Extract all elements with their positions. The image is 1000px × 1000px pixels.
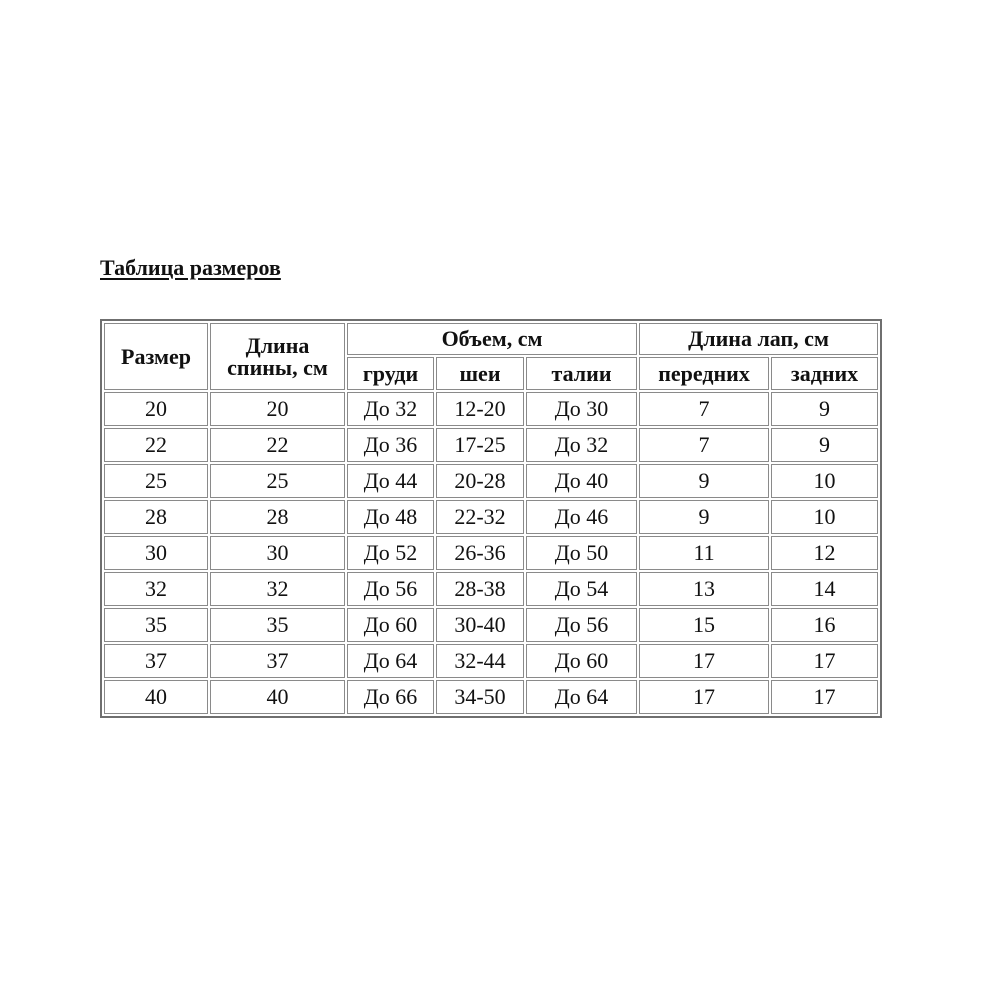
cell-neck: 26-36 (436, 536, 524, 570)
header-size: Размер (104, 323, 208, 390)
cell-paw-back: 9 (771, 428, 878, 462)
table-row (104, 608, 878, 642)
cell-size: 25 (104, 464, 208, 498)
cell-paw-back: 14 (771, 572, 878, 606)
size-table (100, 319, 882, 718)
cell-paw-front: 15 (639, 608, 769, 642)
cell-paw-back: 17 (771, 680, 878, 714)
table-row (104, 644, 878, 678)
cell-waist: До 50 (526, 536, 637, 570)
cell-size: 30 (104, 536, 208, 570)
cell-neck: 12-20 (436, 392, 524, 426)
header-paw-front: передних (639, 357, 769, 390)
cell-paw-back: 12 (771, 536, 878, 570)
cell-waist: До 56 (526, 608, 637, 642)
cell-paw-front: 11 (639, 536, 769, 570)
cell-paw-front: 17 (639, 644, 769, 678)
cell-size: 35 (104, 608, 208, 642)
table-row (104, 572, 878, 606)
cell-back-length: 37 (210, 644, 345, 678)
cell-waist: До 46 (526, 500, 637, 534)
cell-back-length: 22 (210, 428, 345, 462)
cell-paw-back: 17 (771, 644, 878, 678)
cell-chest: До 44 (347, 464, 434, 498)
cell-back-length: 25 (210, 464, 345, 498)
cell-neck: 22-32 (436, 500, 524, 534)
cell-chest: До 48 (347, 500, 434, 534)
cell-size: 40 (104, 680, 208, 714)
cell-paw-front: 7 (639, 428, 769, 462)
cell-neck: 30-40 (436, 608, 524, 642)
cell-back-length: 30 (210, 536, 345, 570)
cell-size: 32 (104, 572, 208, 606)
header-back-length-line2: спины, см (227, 354, 328, 380)
page-title: Таблица размеров (100, 255, 281, 280)
cell-neck: 20-28 (436, 464, 524, 498)
cell-paw-back: 10 (771, 500, 878, 534)
header-back-length (210, 323, 345, 390)
cell-chest: До 32 (347, 392, 434, 426)
cell-size: 28 (104, 500, 208, 534)
header-back-length-line1: Длина (245, 332, 310, 358)
table-row (104, 680, 878, 714)
cell-paw-front: 13 (639, 572, 769, 606)
header-volume-neck: шеи (436, 357, 524, 390)
cell-size: 37 (104, 644, 208, 678)
cell-chest: До 56 (347, 572, 434, 606)
header-paw-length: Длина лап, см (639, 323, 878, 355)
cell-neck: 17-25 (436, 428, 524, 462)
cell-chest: До 60 (347, 608, 434, 642)
cell-paw-front: 7 (639, 392, 769, 426)
header-volume-waist: талии (526, 357, 637, 390)
cell-chest: До 64 (347, 644, 434, 678)
cell-size: 20 (104, 392, 208, 426)
cell-back-length: 35 (210, 608, 345, 642)
cell-neck: 32-44 (436, 644, 524, 678)
cell-paw-front: 9 (639, 464, 769, 498)
cell-back-length: 32 (210, 572, 345, 606)
cell-chest: До 36 (347, 428, 434, 462)
header-volume-chest: груди (347, 357, 434, 390)
header-paw-back: задних (771, 357, 878, 390)
cell-paw-back: 16 (771, 608, 878, 642)
cell-chest: До 66 (347, 680, 434, 714)
cell-waist: До 60 (526, 644, 637, 678)
cell-paw-front: 9 (639, 500, 769, 534)
table-row (104, 500, 878, 534)
cell-waist: До 64 (526, 680, 637, 714)
cell-back-length: 20 (210, 392, 345, 426)
table-row (104, 464, 878, 498)
cell-waist: До 32 (526, 428, 637, 462)
cell-chest: До 52 (347, 536, 434, 570)
cell-neck: 34-50 (436, 680, 524, 714)
cell-waist: До 30 (526, 392, 637, 426)
cell-back-length: 40 (210, 680, 345, 714)
cell-waist: До 54 (526, 572, 637, 606)
table-row (104, 392, 878, 426)
cell-paw-back: 10 (771, 464, 878, 498)
cell-paw-front: 17 (639, 680, 769, 714)
header-volume: Объем, см (347, 323, 637, 355)
cell-waist: До 40 (526, 464, 637, 498)
cell-size: 22 (104, 428, 208, 462)
table-row (104, 536, 878, 570)
cell-paw-back: 9 (771, 392, 878, 426)
cell-back-length: 28 (210, 500, 345, 534)
table-row (104, 428, 878, 462)
cell-neck: 28-38 (436, 572, 524, 606)
